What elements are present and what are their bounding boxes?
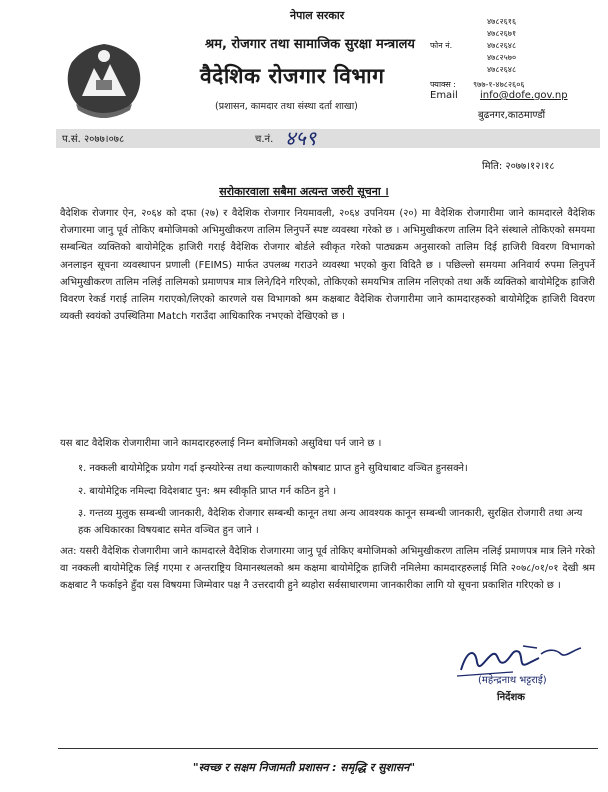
dispatch-label: च.नं. [255,134,274,145]
footer-divider [58,748,598,749]
email-link[interactable]: info@dofe.gov.np [480,90,568,101]
document-date: मिति: २०७७।१२।१८ [482,161,555,172]
email-label: Email [430,90,458,101]
list-item: १. नक्कली बायोमेट्रिक प्रयोग गर्दा इन्स्योरेन्स तथा कल्याणकारी कोषबाट प्राप्त हुने सुविधाबाट वञ्चित हुनसक्ने। [78,463,468,474]
phone-number: ४७८२६४८ [487,41,517,50]
signatory-name: (महेन्द्रनाथ भट्टराई) [478,675,547,686]
signatory-role: निर्देशक [497,692,525,703]
list-item: २. बायोमेट्रिक नमिल्दा विदेशबाट पुन: श्रम स्वीकृति प्राप्त गर्न कठिन हुने । [78,486,337,497]
phone-number: ४७८२५७० [487,53,517,62]
phone-number: ४७८२६१६ [487,17,517,26]
header-ministry: श्रम, रोजगार तथा सामाजिक सुरक्षा मन्त्रालय [205,37,415,52]
fax-label: फ्याक्स : [430,80,456,89]
fax-number: ९७७-१-४७८२६०६ [473,80,525,89]
reference-number: प.सं. २०७७।०७८ [62,134,125,145]
body-paragraph-3: अत: यसरी वैदेशिक रोजगारीमा जाने कामदारले वैदेशिक रोजगारमा जानु पूर्व तोकिए बमोजिमको अभिमुखीकरण तालिम नलिई प्रमाणपत्र मात्र लिने गरेको वा नक्कली बायोमेट्रिक लिई गएमा र अन्तराष्ट्रिय विमानस्थलको श्रम कक्षमा बायोमेट्रिक हाजिरी नमिलेमा कामदारहरुलाई मिति २०७८/०१/०१ देखी श्रम कक्षबाट नै फर्काइने हुँदा यस विषयमा जिम्मेवार पक्ष नै उत्तरदायी हुने ब्यहोरा सर्वसाधारणमा जानकारीका लागि यो सूचना प्रकाशित गरिएको छ । [60,546,596,592]
subject-text: सरोकारवाला सबैमा अत्यन्त जरुरी सूचना । [219,185,389,198]
phone-number: ४७८२६७१ [487,29,517,38]
header-government: नेपाल सरकार [290,9,345,22]
body-paragraph-2: यस बाट वैदेशिक रोजगारीमा जाने कामदारहरुलाई निम्न बमोजिमको असुविधा पर्न जाने छ । [60,438,382,449]
phone-label: फोन नं. [430,41,453,50]
header-section: (प्रशासन, कामदार तथा संस्था दर्ता शाखा) [215,101,358,112]
list-item: ३. गन्तव्य मुलुक सम्बन्धी जानकारी, वैदेशिक रोजगार सम्बन्धी कानून तथा अन्य आवश्यक कानून सम्बन्धी जानकारी, सुरक्षित रोजगारी तथा अन्य हक अधिकारका विषयबाट समेत वञ्चित हुन जाने । [78,508,583,536]
notice-subject [0,184,608,199]
phone-number: ४७८२६४८ [487,65,517,74]
dispatch-number: ४५९ [285,126,317,150]
footer-motto: "स्वच्छ र सक्षम निजामती प्रशासन : समृद्धि र सुशासन" [192,761,416,774]
header-department: वैदेशिक रोजगार विभाग [200,64,385,88]
body-paragraph-1: वैदेशिक रोजगार ऐन, २०६४ को दफा (२७) र वैदेशिक रोजगार नियमावली, २०६४ उपनियम (२०) मा वैदेशिक रोजगारीमा जाने कामदारले वैदेशिक रोजगारमा जानु पूर्व तोकिए बमोजिमको अभिमुखीकरण तालिम लिनुपर्ने स्पष्ट व्यवस्था गरेको छ । अभिमुखीकरण तालिम दिने संस्थाले तोकिएको समयमा सम्बन्धित व्यक्तिको बायोमेट्रिक हाजिरी गराई वैदेशिक रोजगार बोर्डले स्वीकृत गरेको पाठ्यक्रम अनुसारको तालिम दिई हाजिरी विवरण विभागको अनलाइन सूचना व्यवस्थापन प्रणाली (FEIMS) मार्फत उपलब्ध गराउने व्यवस्था भएको कुरा विदितै छ । पछिल्लो समयमा अनिवार्य रुपमा लिनुपर्ने अभिमुखीकरण तालिम नलिई तालिमको प्रमाणपत्र मात्र लिने/दिने गरिएको, तोकिएको समयभित्र तालिम नलिएको तथा अर्कै व्यक्तिको बायोमेट्रिक हाजिरी विवरण रेकर्ड गराई तालिम गराएको/लिएको कारणले यस विभागको श्रम कक्षबाट वैदेशिक रोजगारीमा जाने कामदारहरुको बायोमेट्रिक हाजिरी विवरण व्यक्ती स्वयंको उपस्थितिमा Match गराउँदा आधिकारिक नभएको देखिएको छ । [60,208,595,323]
phone-list [487,16,516,76]
office-address: बुढनगर,काठमाण्डौं [478,110,546,121]
reference-bar [56,129,600,148]
nepal-emblem-icon [60,36,148,122]
